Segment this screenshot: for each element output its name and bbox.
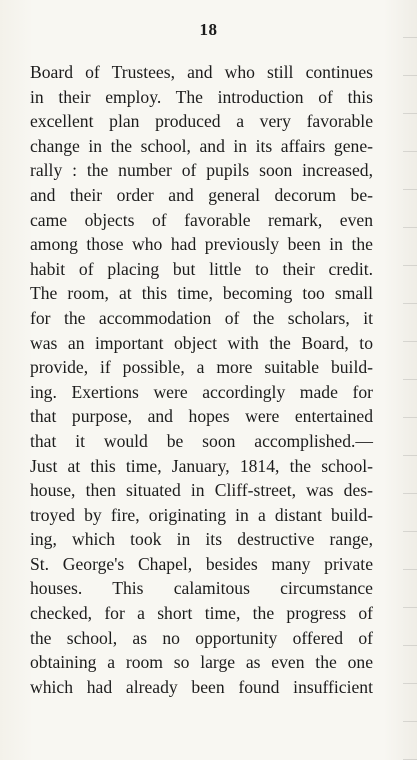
text-line: which had already been found insufficient [30,676,373,697]
text-line: house, then situated in Cliff-street, was des- [30,480,373,501]
text-line: and their order and general decorum be- [30,184,373,205]
text-line: St. George's Chapel, besides many private [30,553,373,574]
text-line: checked, for a short time, the progress of [30,603,373,624]
text-line: that purpose, and hopes were entertained [30,406,373,427]
text-line: Just at this time, January, 1814, the school- [30,455,373,476]
text-line: for the accommodation of the scholars, it [30,307,373,328]
text-line: rally : the number of pupils soon increased, [30,160,373,181]
text-line: the school, as no opportunity offered of [30,627,373,648]
text-line: among those who had previously been in the [30,234,373,255]
text-line: The room, at this time, becoming too small [30,283,373,304]
text-line: houses. This calamitous circumstance [30,578,373,599]
page-edge-shadow [403,0,417,760]
text-line: change in the school, and in its affairs gene- [30,135,373,156]
text-line: came objects of favorable remark, even [30,209,373,230]
text-line: troyed by fire, originating in a distant build- [30,504,373,525]
text-line: ing. Exertions were accordingly made for [30,381,373,402]
text-line: Board of Trustees, and who still continues [30,62,373,82]
text-line: obtaining a room so large as even the one [30,652,373,673]
text-line: in their employ. The introduction of this [30,86,373,107]
text-line: was an important object with the Board, to [30,332,373,353]
page-number: 18 [199,20,218,39]
text-line: habit of placing but little to their credit. [30,258,373,279]
body-text [30,60,373,699]
text-line: excellent plan produced a very favorable [30,111,373,132]
text-line: that it would be soon accomplished.— [30,430,373,451]
text-line: ing, which took in its destructive range, [30,529,373,550]
text-line: provide, if possible, a more suitable build- [30,357,373,378]
